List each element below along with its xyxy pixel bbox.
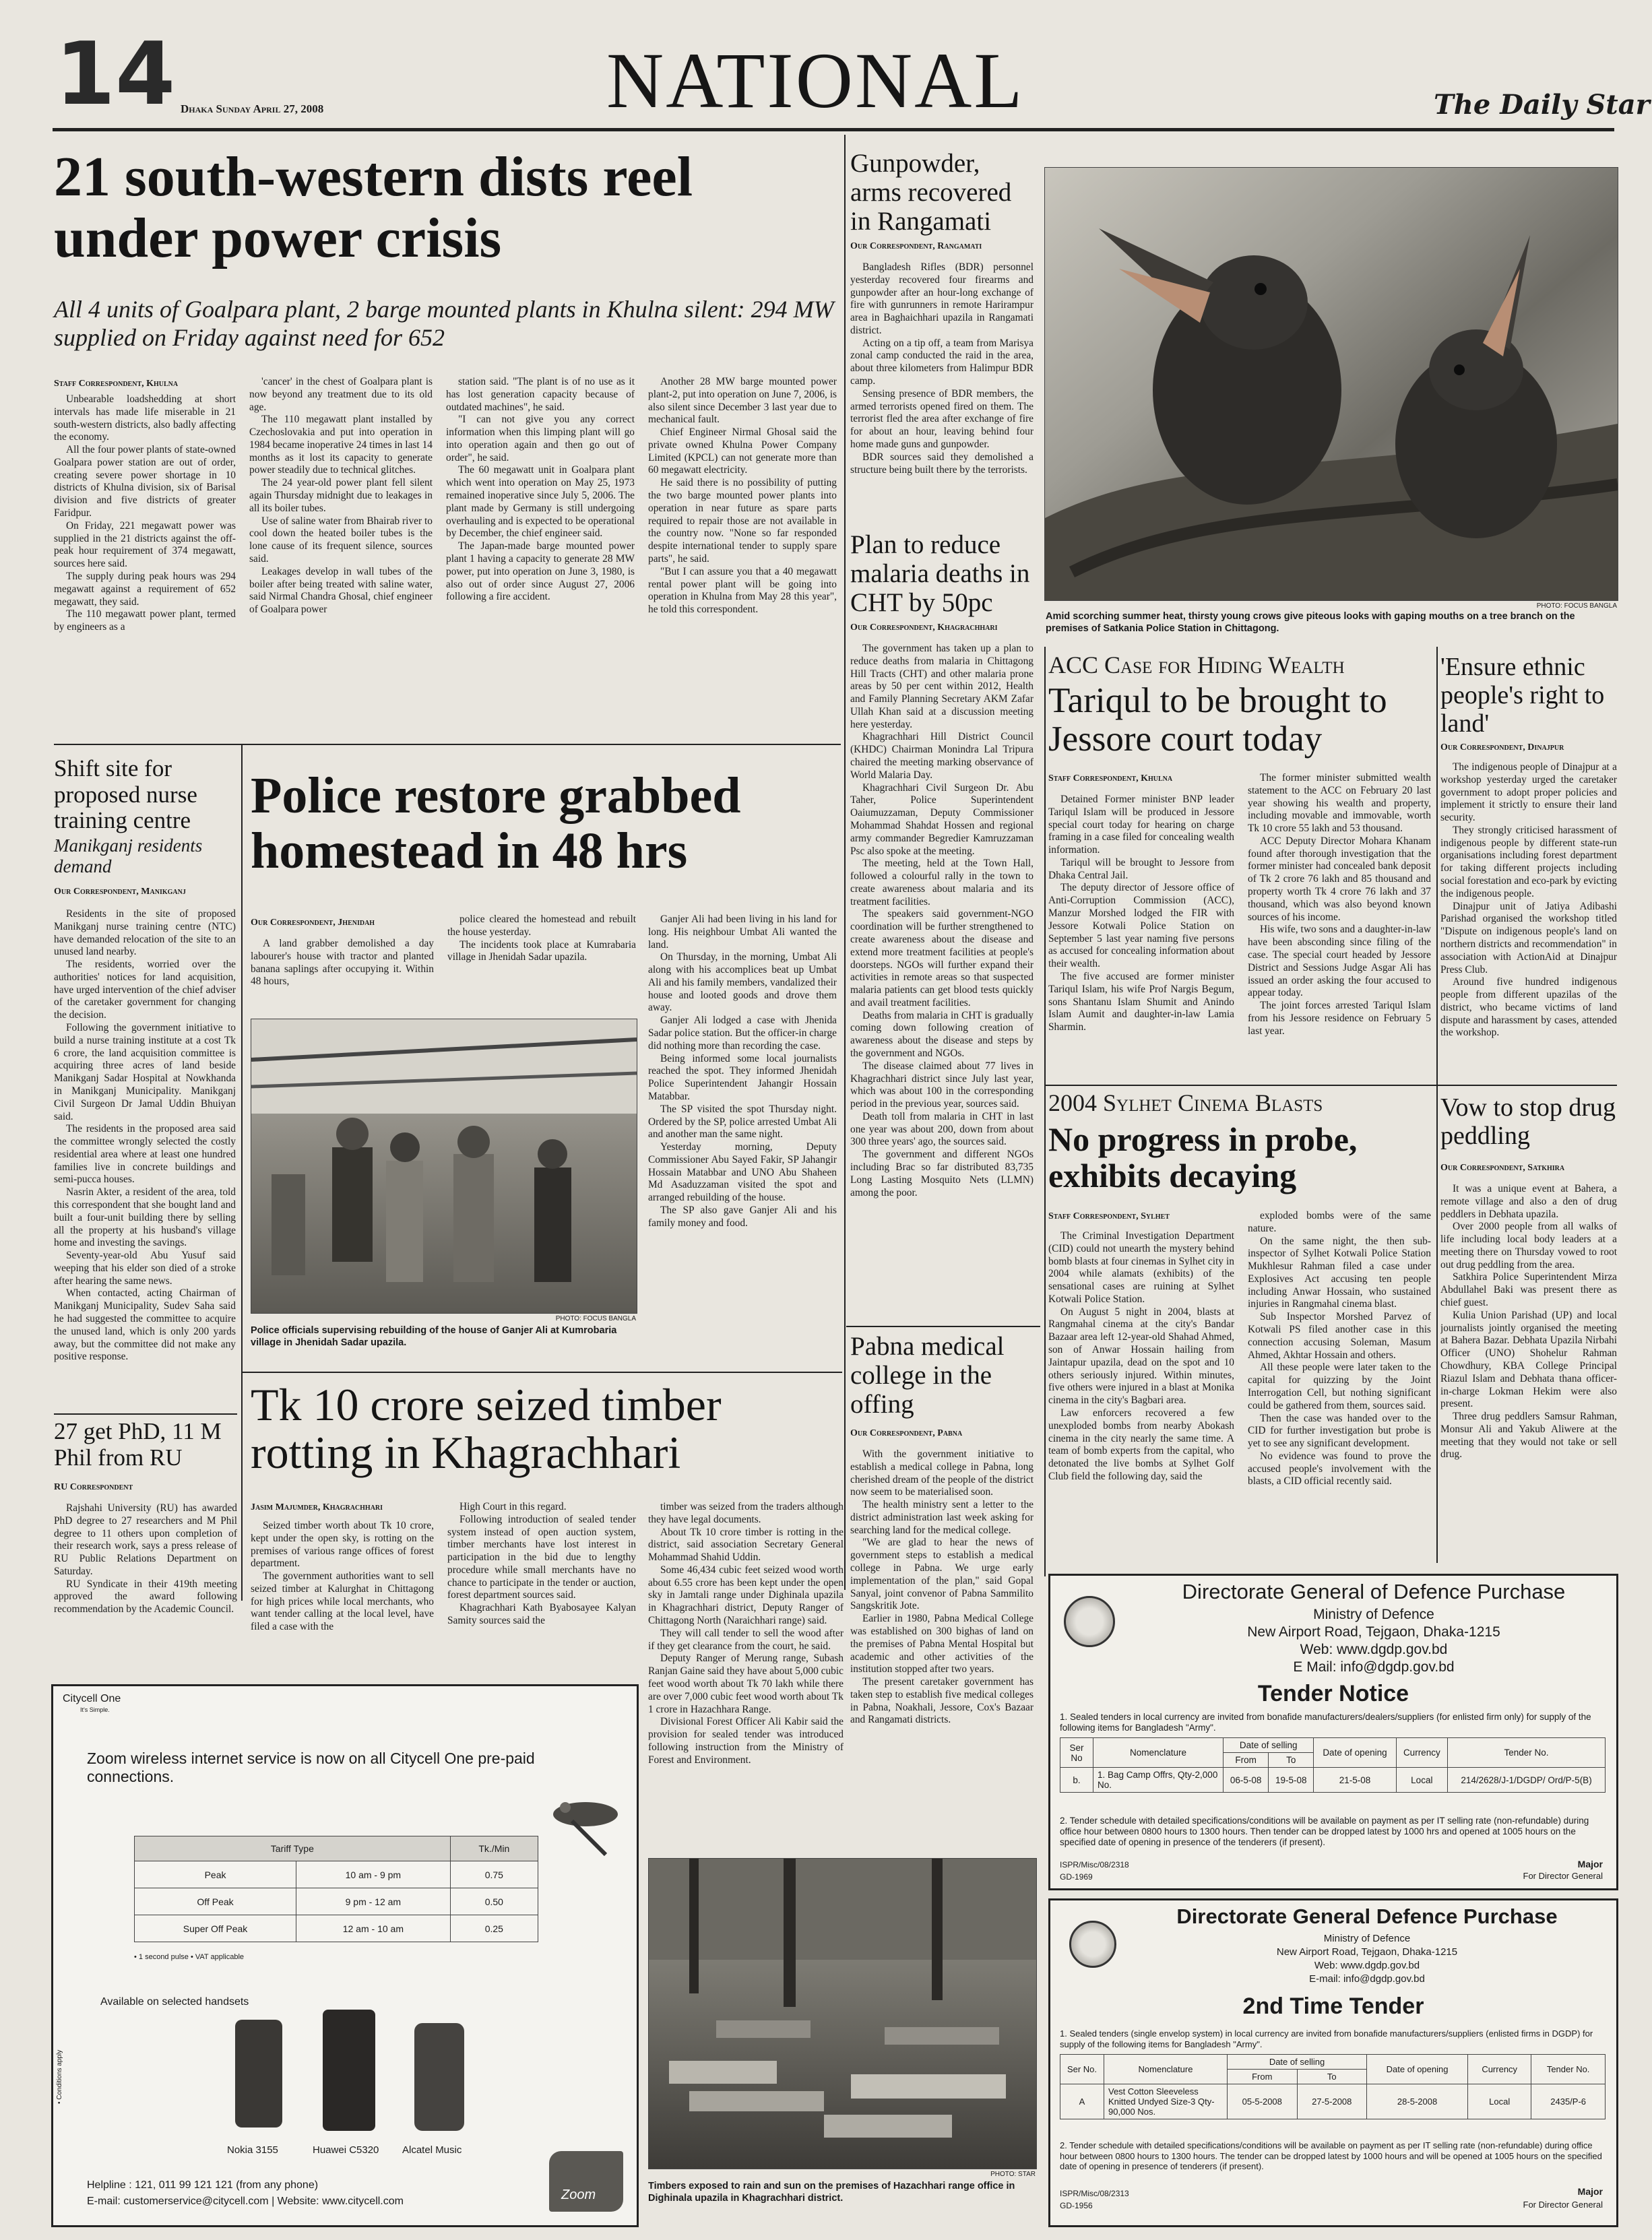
tender1-email[interactable]: E Mail: info@dgdp.gov.bd <box>1293 1659 1455 1675</box>
article-paragraph: Some 46,434 cubic feet seized wood worth about 6.55 crore has been kept under the open sky in Jamtali range under Dighinala upazila in Khagrachhari district, Deputy Ranger of Chittagong North (Naraichhari range) said. <box>648 1564 844 1627</box>
timber-illustration <box>649 1859 1036 2169</box>
article-paragraph: The supply during peak hours was 294 megawatt against a requirement of 652 megawatt, they said. <box>54 570 236 608</box>
lead-col1-text <box>54 393 236 634</box>
police-column-3 <box>648 914 837 1365</box>
ethnic-body <box>1440 761 1617 1071</box>
tariff-cell: Peak <box>135 1861 296 1888</box>
tender1-address: New Airport Road, Tejgaon, Dhaka-1215 <box>1247 1624 1500 1640</box>
article-paragraph: He said there is no possibility of putting the two barge mounted power plants into operation in near future as spare parts required to repair those are not available in the country now. "None so far responded despite international tender to supply spare parts", he said. <box>648 477 837 565</box>
article-paragraph: Detained Former minister BNP leader Tariqul Islam will be produced in Jessore special court today for hearing on charge framing in a case filed for concealing wealth information. <box>1048 794 1234 856</box>
article-paragraph: Unbearable loadshedding at short intervals has made life miserable in 21 south-western districts, also badly affecting the economy. <box>54 393 236 443</box>
sylhet-kicker: 2004 Sylhet Cinema Blasts <box>1048 1089 1323 1116</box>
table-header: To <box>1269 1753 1314 1768</box>
article-paragraph: Use of saline water from Bhairab river to cool down the heated boiler tubes is the lone cause of its frequent silence, sources said. <box>249 515 433 565</box>
article-paragraph: Sub Inspector Morshed Parvez of Kotwali PS filed another case in this connection accusing Soleman, Masum Ahmed, Akhtar Hossain and others. <box>1248 1311 1431 1361</box>
tariff-cell: Off Peak <box>135 1888 296 1915</box>
article-paragraph: Nasrin Akter, a resident of the area, told this correspondent that she bought land and built a four-unit building there by selling all the property at his husband's village home and investing the savings. <box>54 1186 236 1249</box>
phone-alcatel-icon <box>414 2023 464 2131</box>
tender1-intro: 1. Sealed tenders in local currency are invited from bonafide manufacturers/dealers/suppliers (for enlisted firm only) for supply of the following items for Bangladesh "Army". <box>1060 1712 1591 1733</box>
article-paragraph: The five accused are former minister Tariqul Islam, his wife Prof Nargis Begum, sons Shantanu Islam Shumit and Anindo Islam Aumit and daughter-in-law Lamia Sharmin. <box>1048 970 1234 1033</box>
tender1-ref: ISPR/Misc/08/2318 <box>1060 1860 1129 1869</box>
article-paragraph: Khagrachhari Kath Byabosayee Kalyan Samity sources said the <box>447 1602 636 1627</box>
table-cell: 21-5-08 <box>1314 1768 1396 1793</box>
table-header: Date of opening <box>1314 1738 1396 1768</box>
article-paragraph: All the four power plants of state-owned Goalpara power station are out of order, creating severe power shortage in 10 districts of Khulna division, six of Barisal division and five districts of greater Faridpur. <box>54 444 236 519</box>
article-paragraph: A land grabber demolished a day labourer's house with tractor and planted banana saplings after occupying it. Within 48 hours, <box>251 938 434 988</box>
tariff-cell: 10 am - 9 pm <box>296 1861 451 1888</box>
timber-column-3 <box>648 1501 844 1851</box>
zoom-logo <box>549 2151 623 2212</box>
table-header: Ser No. <box>1060 2055 1104 2084</box>
article-paragraph: On Thursday, in the morning, Umbat Ali along with his accomplices beat up Umbat Ali and his family members, vandalized their house and looted goods and drove them away. <box>648 951 837 1014</box>
article-paragraph: They will call tender to sell the wood after if they get clearance from the court, he said. <box>648 1627 844 1652</box>
gunpowder-body <box>850 261 1034 524</box>
article-paragraph: Tariqul will be brought to Jessore from Dhaka Central Jail. <box>1048 856 1234 881</box>
article-paragraph: The meeting, held at the Town Hall, followed a colourful rally in the town to create awareness about malaria and its treatment facilities. <box>850 858 1034 907</box>
article-paragraph: Sensing presence of BDR members, the armed terrorists opened fired on them. The terrorist fled the area after exchange of fire for about an hour, leaving behind four home made guns and gunpowder. <box>850 387 1034 450</box>
phd-headline: 27 get PhD, 11 M Phil from RU <box>54 1418 222 1471</box>
malaria-headline: Plan to reduce malaria deaths in CHT by 50pc <box>850 530 1030 617</box>
citycell-tagline: It's Simple. <box>80 1706 110 1713</box>
article-paragraph: Ganjer Ali lodged a case with Jhenida Sadar police station. But the officer-in charge did nothing more than recording the case. <box>648 1015 837 1052</box>
dgdp-emblem-icon <box>1069 1921 1116 1968</box>
tender2-intro: 1. Sealed tenders (single envelop system) in local currency are invited from bonafide manufacturers/suppliers (enlisted firms in DGDP) for supply of the following items for Bangladesh "Army". <box>1060 2028 1593 2049</box>
tender-notice-1 <box>1048 1574 1618 1890</box>
article-paragraph: BDR sources said they demolished a structure being built there by the terrorists. <box>850 451 1034 476</box>
citycell-headline: Zoom wireless internet service is now on all Citycell One pre-paid connections. <box>87 1750 535 1785</box>
table-header: From <box>1224 1753 1269 1768</box>
tender1-sign: For Director General <box>1523 1871 1603 1881</box>
police-photo-caption: Police officials supervising rebuilding of the house of Ganjer Ali at Kumrobaria village in Jhenidah Sadar upazila. <box>251 1325 617 1349</box>
article-paragraph: station said. "The plant is of no use as it has lost generation capacity because of outdated machines", he said. <box>446 376 635 413</box>
article-paragraph: Death toll from malaria in CHT in last one year was about 200, down from about 300 three years' ago, the sources said. <box>850 1110 1034 1148</box>
article-paragraph: Then the case was handed over to the CID for further investigation but probe is yet to see any significant development. <box>1248 1412 1431 1450</box>
table-cell: Vest Cotton Sleeveless Knitted Undyed Size-3 Qty-90,000 Nos. <box>1104 2084 1228 2119</box>
drug-body <box>1440 1183 1617 1560</box>
tariff-type-header: Tariff Type <box>135 1836 451 1861</box>
timber-photo <box>648 1858 1037 2169</box>
table-header: Tender No. <box>1531 2055 1606 2084</box>
article-paragraph: High Court in this regard. <box>459 1501 567 1512</box>
article-paragraph: They strongly criticised harassment of indigenous people by different state-run organisations including forest department for taking different projects including social forestation and eco-park by evicting the indigenous people. <box>1440 824 1617 899</box>
article-paragraph: The speakers said government-NGO coordination will be further strengthened to create awareness about the disease and extend more treatment facilities at people's doorsteps. NGOs will further expand their activities in remote areas so that suspected malaria patients can get blood tests quickly and avail treatment facilities. <box>850 908 1034 1009</box>
article-paragraph: Three drug peddlers Samsur Rahman, Monsur Ali and Yakub Aliwere at the meeting that they would not take or sell drug. <box>1440 1411 1617 1461</box>
article-paragraph: Earlier in 1980, Pabna Medical College was established on 300 bighas of land on the premises of Pabna Mental Hospital but academic and other activities of the institution stopped after two years. <box>850 1613 1034 1675</box>
table-cell: Local <box>1468 2084 1531 2119</box>
article-paragraph: The residents in the proposed area said the committee wrongly selected the costly residential area where at least one hundred families live in concrete buildings and semi-pucca houses. <box>54 1123 236 1186</box>
article-paragraph: Ganjer Ali had been living in his land for long. His neighbour Umbat Ali wanted the land. <box>648 914 837 951</box>
article-paragraph: All these people were later taken to the capital for quizzing by the Joint Interrogation Cell, but nothing significant could be gathered from them, sources said. <box>1248 1362 1431 1411</box>
article-paragraph: Over 2000 people from all walks of life including local body leaders at a meeting there on Thursday vowed to root out drug peddling from the area. <box>1440 1221 1617 1271</box>
table-header: Date of selling <box>1228 2055 1367 2070</box>
article-paragraph: Satkhira Police Superintendent Mirza Abdullahel Baki was present there as chief guest. <box>1440 1271 1617 1309</box>
article-paragraph: exploded bombs were of the same nature. <box>1248 1210 1431 1234</box>
article-paragraph: Following the government initiative to build a nurse training institute at a cost Tk 6 crore, the land acquisition committee is acquiring three acres of land beside Manikganj Sadar Hospital at Nowkhanda in Manikganj Municipality. Manikganj Civil Surgeon Dr Jamal Uddin Bhuiyan said. <box>54 1022 236 1122</box>
table-cell: 05-5-2008 <box>1228 2084 1298 2119</box>
table-cell: 2435/P-6 <box>1531 2084 1606 2119</box>
tariff-row <box>135 1888 538 1915</box>
table-header: Tender No. <box>1448 1738 1606 1768</box>
article-paragraph: Following introduction of sealed tender system instead of open auction system, timber merchants have lost interest in participation in the bid due to lengthy procedure while small merchants have no chance to participate in the tender or auction, forest department sources said. <box>447 1513 636 1601</box>
crow-photo-caption: Amid scorching summer heat, thirsty young crows give piteous looks with gaping mouths on a tree branch on the premises of Satkania Police Station in Chittagong. <box>1046 611 1575 635</box>
tariqul-byline: Staff Correspondent, Khulna <box>1048 773 1173 783</box>
article-paragraph: The disease claimed about 77 lives in Khagrachhari district since July last year, which was about 100 in the corresponding period in the previous year, sources said. <box>850 1060 1034 1110</box>
lead-byline: Staff Correspondent, Khulna <box>54 379 179 389</box>
police-column-1 <box>251 938 434 1019</box>
lead-column-3 <box>446 376 635 726</box>
table-header: To <box>1297 2070 1367 2084</box>
table-cell: 06-5-08 <box>1224 1768 1269 1793</box>
tariff-cell: 12 am - 10 am <box>296 1915 451 1942</box>
article-paragraph: Seventy-year-old Abu Yusuf said weeping that his elder son died of a stroke after hearing the same news. <box>54 1250 236 1287</box>
article-paragraph: Dinajpur unit of Jatiya Adibashi Parishad organised the workshop titled "Dispute on indigenous people's land on northern districts and recommendation" in association with ActionAid at Dinajpur Press Club. <box>1440 900 1617 975</box>
timber-column-1 <box>251 1520 434 1675</box>
article-paragraph: The government has taken up a plan to reduce deaths from malaria in Chittagong Hill Tracts (CHT) and other malaria prone areas by 50 per cent within 2012, Health and Family Planning Secretary AKM Zafar Ullah Khan said at a discussion meeting here yesterday. <box>850 643 1034 730</box>
table-cell: 1. Bag Camp Offrs, Qty-2,000 No. <box>1093 1768 1224 1793</box>
article-paragraph: The SP also gave Ganjer Ali and his family money and food. <box>648 1204 837 1229</box>
tender1-sign: Major <box>1577 1859 1603 1869</box>
lead-column-4 <box>648 376 837 726</box>
tariff-notes: • 1 second pulse • VAT applicable <box>134 1953 245 1961</box>
drug-byline: Our Correspondent, Satkhira <box>1440 1163 1565 1173</box>
tender2-ref: GD-1956 <box>1060 2201 1093 2210</box>
tariff-row <box>135 1915 538 1942</box>
pabna-byline: Our Correspondent, Pabna <box>850 1428 963 1438</box>
tender1-web[interactable]: Web: www.dgdp.gov.bd <box>1300 1642 1448 1657</box>
table-cell: Local <box>1396 1768 1447 1793</box>
article-paragraph: The Criminal Investigation Department (CID) could not unearth the mystery behind bomb blasts at four cinemas in Sylhet city in 2004 while alamats (exhibits) of the sensational cases are ruining at Sylhet Kotwali Police Station. <box>1048 1230 1234 1305</box>
article-paragraph: Acting on a tip off, a team from Marisya zonal camp conducted the raid in the area, about three kilometers from Halimpur BDR camp. <box>850 337 1034 387</box>
malaria-body <box>850 643 1034 1323</box>
tender2-email[interactable]: E-mail: info@dgdp.gov.bd <box>1309 1973 1425 1985</box>
tariqul-column-1 <box>1048 794 1234 1077</box>
article-paragraph: timber was seized from the traders although they have legal documents. <box>648 1501 844 1525</box>
article-paragraph: The 24 year-old power plant fell silent again Thursday midnight due to leakages in all its boiler tubes. <box>249 477 433 514</box>
police-illustration <box>251 1019 637 1313</box>
table-row <box>1060 1768 1606 1793</box>
handset-name: Alcatel Music <box>402 2144 462 2156</box>
shift-body <box>54 908 236 1411</box>
article-paragraph: The present caretaker government has taken step to establish five medical colleges in Pabna, Noakhali, Jessore, Cox's Bazaar and Rangamati districts. <box>850 1676 1034 1726</box>
article-paragraph: Around five hundred indigenous people from different upazilas of the district, who became victims of land dispute and harassment by cases, attended the workshop. <box>1440 976 1617 1039</box>
tender2-ministry: Ministry of Defence <box>1323 1933 1411 1944</box>
article-paragraph: Bangladesh Rifles (BDR) personnel yesterday recovered four firearms and gunpowder after an hour-long exchange of fire with gunrunners in remote Harirampur area in Baghaichhari upazila in Rangamati district. <box>850 261 1034 336</box>
tender2-title: 2nd Time Tender <box>1242 1993 1424 2019</box>
article-paragraph: Residents in the site of proposed Manikganj nurse training centre (NTC) have demanded relocation of the site to an unused land nearby. <box>54 908 236 958</box>
tariqul-column-2 <box>1248 772 1431 1077</box>
masthead-rule <box>53 128 1614 131</box>
satellite-dish-icon <box>545 1787 626 1861</box>
sylhet-column-2 <box>1248 1210 1431 1560</box>
tender2-address: New Airport Road, Tejgaon, Dhaka-1215 <box>1276 1946 1458 1958</box>
table-header: Nomenclature <box>1104 2055 1228 2084</box>
article-paragraph: His wife, two sons and a daughter-in-law have been absconding since filing of the case. The special court headed by Jessore District and Sessions Judge Asgar Ali has issued an order asking the four accused to appear today. <box>1248 924 1431 999</box>
timber-byline: Jasim Majumder, Khagrachhari <box>251 1502 383 1512</box>
table-header: Date of opening <box>1367 2055 1468 2084</box>
section-title: NATIONAL <box>606 36 1025 125</box>
table-cell: 28-5-2008 <box>1367 2084 1468 2119</box>
article-paragraph: Khagrachhari Civil Surgeon Dr. Abu Taher, Police Superintendent Oaiumuzzaman, Deputy Commissioner Mohammad Shahdat Hossen and regional army commander Begredier Kamruzzaman Psc also spoke at the meeting. <box>850 781 1034 857</box>
tariff-cell: 0.50 <box>450 1888 538 1915</box>
article-paragraph: police cleared the homestead and rebuilt the house yesterday. <box>447 914 636 938</box>
handset-name: Huawei C5320 <box>313 2144 379 2156</box>
article-paragraph: Leakages develop in wall tubes of the boiler after being treated with saline water, said Nirmal Chandra Ghosal, chief engineer of Goalpara power <box>249 565 433 616</box>
dgdp-emblem-icon <box>1064 1596 1115 1647</box>
malaria-byline: Our Correspondent, Khagrachhari <box>850 622 998 633</box>
article-paragraph: Law enforcers recovered a few unexploded bombs from nearby Abokash cinema in the city nearly the same time. A team of bomb experts from the capital, who detonated the live bombs at Sylhet Golf Club field the following day, said the <box>1048 1407 1234 1482</box>
table-cell: b. <box>1060 1768 1093 1793</box>
table-cell: A <box>1060 2084 1104 2119</box>
article-paragraph: Deputy Ranger of Merung range, Subash Ranjan Gaine said they have about 5,000 cubic feet wood worth about Tk 70 lakh while there are over 7,000 cubic feet wood worth about Tk 1 crore in Hazachhara Range. <box>648 1653 844 1715</box>
page-number: 14 <box>55 24 176 125</box>
article-paragraph: Being informed some local journalists reached the spot. They informed Jhenidah Police Superintendent Jahangir Hossain Matabbar. <box>648 1052 837 1102</box>
sylhet-headline: No progress in probe, exhibits decaying <box>1048 1120 1358 1194</box>
contact-text: E-mail: customerservice@citycell.com | Website: www.citycell.com <box>87 2196 404 2207</box>
ethnic-byline: Our Correspondent, Dinajpur <box>1440 742 1564 753</box>
article-paragraph: The 60 megawatt unit in Goalpara plant which went into operation on May 25, 1973 remained inoperative since July 5, 2006. The plant made by Germany is still undergoing overhauling and is expected to be operational by December, the chief engineer said. <box>446 464 635 540</box>
article-paragraph: Seized timber worth about Tk 10 crore, kept under the open sky, is rotting on the premises of various range offices of forest department. <box>251 1520 434 1570</box>
newspaper-logo: The Daily Star <box>1434 89 1650 121</box>
pabna-body <box>850 1448 1034 1851</box>
article-paragraph: Deaths from malaria in CHT is gradually coming down following creation of awareness about the disease and steps by the government and NGOs. <box>850 1009 1034 1059</box>
article-paragraph: Khagrachhari Hill District Council (KHDC) Chairman Monindra Lal Tripura chaired the meeting marking observance of World Malaria Day. <box>850 731 1034 781</box>
tender2-sign: Major <box>1577 2186 1603 2197</box>
tender1-ref: GD-1969 <box>1060 1872 1093 1882</box>
article-paragraph: The Japan-made barge mounted power plant 1 having a capacity to generate 28 MW power, put into operation on June 3, 1980, is also out of order since August 27, 2006 following a fire accident. <box>446 540 635 603</box>
tender2-table <box>1060 2054 1606 2119</box>
article-paragraph: Kulia Union Parishad (UP) and local journalists jointly organised the meeting at Bahera Bazar. Debhata Upazila Nirbahi Officer (UNO) Shohelur Rahman Chowdhury, KBA College Principal Riazul Islam and Debhata thana officer-in-charge Lokman Hekim were also present. <box>1440 1309 1617 1410</box>
sylhet-byline: Staff Correspondent, Sylhet <box>1048 1211 1170 1221</box>
tariff-cell: 0.75 <box>450 1861 538 1888</box>
tender2-note: 2. Tender schedule with detailed specifications/conditions will be available on payment as per IT selling rate (non-refundable) during office hour between 0800 hours to 1300 hours. The tender can be dropped latest by 1000 hours and will be opened at 1005 hours on the specified date of opening in presence of tenderers (if present). <box>1060 2140 1602 2172</box>
table-header: Date of selling <box>1224 1738 1314 1753</box>
article-paragraph: With the government initiative to establish a medical college in Pabna, long cherished dream of the people of the district now seem to be materialised soon. <box>850 1448 1034 1498</box>
table-header: Currency <box>1468 2055 1531 2084</box>
article-paragraph: The joint forces arrested Tariqul Islam from his Jessore residence on February 5 last year. <box>1248 1000 1431 1037</box>
drug-headline: Vow to stop drug peddling <box>1440 1093 1616 1150</box>
article-paragraph: The health ministry sent a letter to the district administration last week asking for searching land for the medical college. <box>850 1499 1034 1536</box>
helpline-text: Helpline : 121, 011 99 121 121 (from any phone) <box>87 2179 319 2191</box>
gunpowder-byline: Our Correspondent, Rangamati <box>850 241 982 251</box>
article-paragraph: No evidence was found to prove the accused people's involvement with the blasts, a CID official recently said. <box>1248 1450 1431 1487</box>
tariff-cell: Super Off Peak <box>135 1915 296 1942</box>
phone-nokia-icon <box>235 2020 282 2127</box>
article-paragraph: The indigenous people of Dinajpur at a workshop yesterday urged the caretaker government to adopt proper policies and implement it strictly to ensure their land security. <box>1440 761 1617 824</box>
lead-subhead: All 4 units of Goalpara plant, 2 barge mounted plants in Khulna silent: 294 MW supplied on Friday against need for 652 <box>54 296 834 352</box>
article-paragraph: On August 5 night in 2004, blasts at Rangmahal cinema at the city's Bandar Bazaar area left 12-year-old Shahad Ahmed, son of Anwar Hossain hailing from Jaintapur upazila, dead on the spot and 10 others seriously injured. Within minutes, five others were injured in a blast at Monika cinema in the city's Bagbari area. <box>1048 1306 1234 1407</box>
article-paragraph: Divisional Forest Officer Ali Kabir said the provision for sealed tender was introduced following instruction from the Ministry of Forest and Environment. <box>648 1716 844 1766</box>
timber-photo-credit: PHOTO: STAR <box>990 2171 1036 2178</box>
conditions-note: • Conditions apply <box>56 2049 63 2104</box>
police-headline: Police restore grabbed homestead in 48 hrs <box>251 767 741 880</box>
shift-headline: Shift site for proposed nurse training centre <box>54 755 197 833</box>
article-paragraph: Yesterday morning, Deputy Commissioner Abu Sayed Fakir, SP Jahangir Hossain Matabbar and UNO Abu Shaheen Md Asaduzzaman visited the spot and arranged rebuilding of the house. <box>648 1141 837 1204</box>
lead-headline: 21 south-western dists reel under power crisis <box>54 146 693 269</box>
citycell-brand: Citycell One <box>63 1693 121 1704</box>
article-paragraph: The government and different NGOs including Brac so far distributed 83,735 Long Lasting Mosquito Nets (LLMN) among the poor. <box>850 1149 1034 1198</box>
table-cell: 214/2628/J-1/DGDP/ Ord/P-5(B) <box>1448 1768 1606 1793</box>
table-header: Nomenclature <box>1093 1738 1224 1768</box>
tariff-table <box>134 1836 538 1942</box>
zoom-logo-text: Zoom <box>561 2187 596 2202</box>
lead-column-2 <box>249 376 433 726</box>
timber-column-2 <box>447 1501 636 1675</box>
sylhet-column-1 <box>1048 1230 1234 1560</box>
tender2-org: Directorate General Defence Purchase <box>1176 1905 1558 1928</box>
crow-photo <box>1044 167 1618 601</box>
shift-byline: Our Correspondent, Manikganj <box>54 887 186 897</box>
article-paragraph: It was a unique event at Bahera, a remote village and also a den of drug peddlers in Debhata upazila. <box>1440 1183 1617 1220</box>
tender1-title: Tender Notice <box>1257 1681 1409 1706</box>
table-header: From <box>1228 2070 1298 2084</box>
tender-notice-2 <box>1048 1898 1618 2227</box>
tariqul-headline: Tariqul to be brought to Jessore court today <box>1048 681 1387 759</box>
timber-photo-caption: Timbers exposed to rain and sun on the premises of Hazachhari range office in Dighinala upazila in Khagrachhari district. <box>648 2181 1015 2204</box>
table-header: Ser No <box>1060 1738 1093 1768</box>
article-paragraph: 'cancer' in the chest of Goalpara plant is now beyond any treatment due to its old age. <box>249 376 433 413</box>
article-paragraph: The government authorities want to sell seized timber at Kalurghat in Chittagong for high prices while local merchants, who want tender calling at the local level, have filed a case with the <box>251 1570 434 1633</box>
article-paragraph: Chief Engineer Nirmal Ghosal said the private owned Khulna Power Company Limited (KPCL) can not generate more than 60 megawatt electricity. <box>648 426 837 476</box>
article-paragraph: Another 28 MW barge mounted power plant-2, put into operation on June 7, 2006, is also silent since December 3 last year due to mechanical fault. <box>648 376 837 426</box>
article-paragraph: On the same night, the then sub-inspector of Sylhet Kotwali Police Station Mukhlesur Rahman filed a case under Explosives Act accusing ten people including Anwar Hossain, who sustained injuries in Rangmahal cinema blast. <box>1248 1235 1431 1310</box>
article-paragraph: "But I can assure you that a 40 megawatt rental power plant will be going into operation in Khulna from May 28 this year", he told this correspondent. <box>648 565 837 616</box>
tender2-ref: ISPR/Misc/08/2313 <box>1060 2189 1129 2198</box>
timber-headline: Tk 10 crore seized timber rotting in Khagrachhari <box>251 1379 722 1479</box>
article-paragraph: The SP visited the spot Thursday night. Ordered by the SP, police arrested Umbat Ali and another man the same night. <box>648 1103 837 1141</box>
article-paragraph: When contacted, acting Chairman of Manikganj Municipality, Sudev Saha said he had suggested the committee to acquire the unused land, which is only 200 yards away, but the committee did not make any positive response. <box>54 1287 236 1363</box>
table-cell: 27-5-2008 <box>1297 2084 1367 2119</box>
article-paragraph: The incidents took place at Kumrabaria village in Jhenidah Sadar upazila. <box>447 938 636 963</box>
article-paragraph: About Tk 10 crore timber is rotting in the district, said association Secretary General Mohammad Shahid Uddin. <box>648 1526 844 1564</box>
article-paragraph: "We are glad to hear the news of government steps to establish a medical college in Pabna. We urge early implementation of the plan," said Gopal Sanyal, joint convenor of Pabna Sammilito Sangskritik Jote. <box>850 1537 1034 1612</box>
article-paragraph: The residents, worried over the authorities' notices for land acquisition, have urged intervention of the chief adviser of the caretaker government for changing the decision. <box>54 959 236 1021</box>
tariqul-kicker: ACC Case for Hiding Wealth <box>1048 651 1345 678</box>
crow-illustration <box>1045 168 1618 600</box>
tender1-table <box>1060 1737 1606 1793</box>
tender1-ministry: Ministry of Defence <box>1313 1607 1434 1622</box>
dateline: Dhaka Sunday April 27, 2008 <box>181 102 324 115</box>
lead-column-1 <box>54 393 236 726</box>
police-photo <box>251 1019 637 1314</box>
crow-photo-credit: PHOTO: FOCUS BANGLA <box>1536 602 1617 610</box>
tariff-cell: 0.25 <box>450 1915 538 1942</box>
tariff-row <box>135 1861 538 1888</box>
article-paragraph: The former minister submitted wealth statement to the ACC on February 20 last year showing his wealth and property, including movable and immovable, worth Tk 10 crore 55 lakh and 53 thousand. <box>1248 772 1431 835</box>
article-paragraph: ACC Deputy Director Mohara Khanam found after thorough investigation that the former minister had concealed bank deposit of Tk 2 crore 76 lakh and 85 thousand and property worth Tk 4 crore 76 lakh and 37 thousand, which was also beyond known sources of his income. <box>1248 835 1431 923</box>
article-paragraph: The 110 megawatt power plant, termed by engineers as a <box>54 608 236 633</box>
pabna-headline: Pabna medical college in the offing <box>850 1332 1005 1419</box>
citycell-ad <box>51 1684 639 2227</box>
article-paragraph: On Friday, 221 megawatt power was supplied in the 21 districts against the off-peak hour requirement of 374 megawatt, sources here said. <box>54 519 236 570</box>
handset-name: Nokia 3155 <box>227 2144 278 2156</box>
police-photo-credit: PHOTO: FOCUS BANGLA <box>555 1315 636 1322</box>
tender2-web[interactable]: Web: www.dgdp.gov.bd <box>1314 1960 1420 1971</box>
handsets-label: Available on selected handsets <box>100 1996 249 2008</box>
tariff-header-row <box>135 1836 538 1861</box>
ethnic-headline: 'Ensure ethnic people's right to land' <box>1440 653 1605 738</box>
article-paragraph: Rajshahi University (RU) has awarded PhD degree to 27 researchers and M Phil degree to 11 others upon completion of their research work, says a press release of RU Public Relations Department on Saturday. <box>54 1502 237 1577</box>
police-column-2 <box>447 914 636 1015</box>
gunpowder-headline: Gunpowder, arms recovered in Rangamati <box>850 149 1012 236</box>
phd-body <box>54 1502 237 1671</box>
table-row <box>1060 2084 1606 2119</box>
tariff-cell: 9 pm - 12 am <box>296 1888 451 1915</box>
tender1-org: Directorate General of Defence Purchase <box>1182 1580 1566 1603</box>
phd-byline: RU Correspondent <box>54 1482 133 1492</box>
police-byline: Our Correspondent, Jhenidah <box>251 918 375 928</box>
shift-subhead: Manikganj residents demand <box>54 835 203 877</box>
tender1-note: 2. Tender schedule with detailed specifications/conditions will be available on payment as per IT selling rate (non-refundable) during office hour between 0800 hours to 1300 hours. Then tender can be dropped latest by 1000 hrs and opened at 1005 hours on the specified date of opening in presence of the tenderers (if present). <box>1060 1816 1589 1848</box>
article-paragraph: RU Syndicate in their 419th meeting approved the award following recommendation by the Academic Council. <box>54 1578 237 1615</box>
phone-huawei-icon <box>323 2010 375 2131</box>
tk-min-header: Tk./Min <box>450 1836 538 1861</box>
article-paragraph: The deputy director of Jessore office of Anti-Corruption Commission (ACC), Manzur Morshed lodged the FIR with Jessore Kotwali Police Station on September 5 last year naming five persons as accused for concealing information about their wealth. <box>1048 882 1234 970</box>
tender2-sign: For Director General <box>1523 2200 1603 2210</box>
table-header: Currency <box>1396 1738 1447 1768</box>
table-cell: 19-5-08 <box>1269 1768 1314 1793</box>
article-paragraph: The 110 megawatt plant installed by Czechoslovakia and put into operation in 1984 became inoperative 24 times in last 14 months as it lost its capacity to generate power steadily due to technical glitches. <box>249 414 433 476</box>
article-paragraph: "I can not give you any correct information when this limping plant will go into operation again and then go out of order", he said. <box>446 414 635 463</box>
